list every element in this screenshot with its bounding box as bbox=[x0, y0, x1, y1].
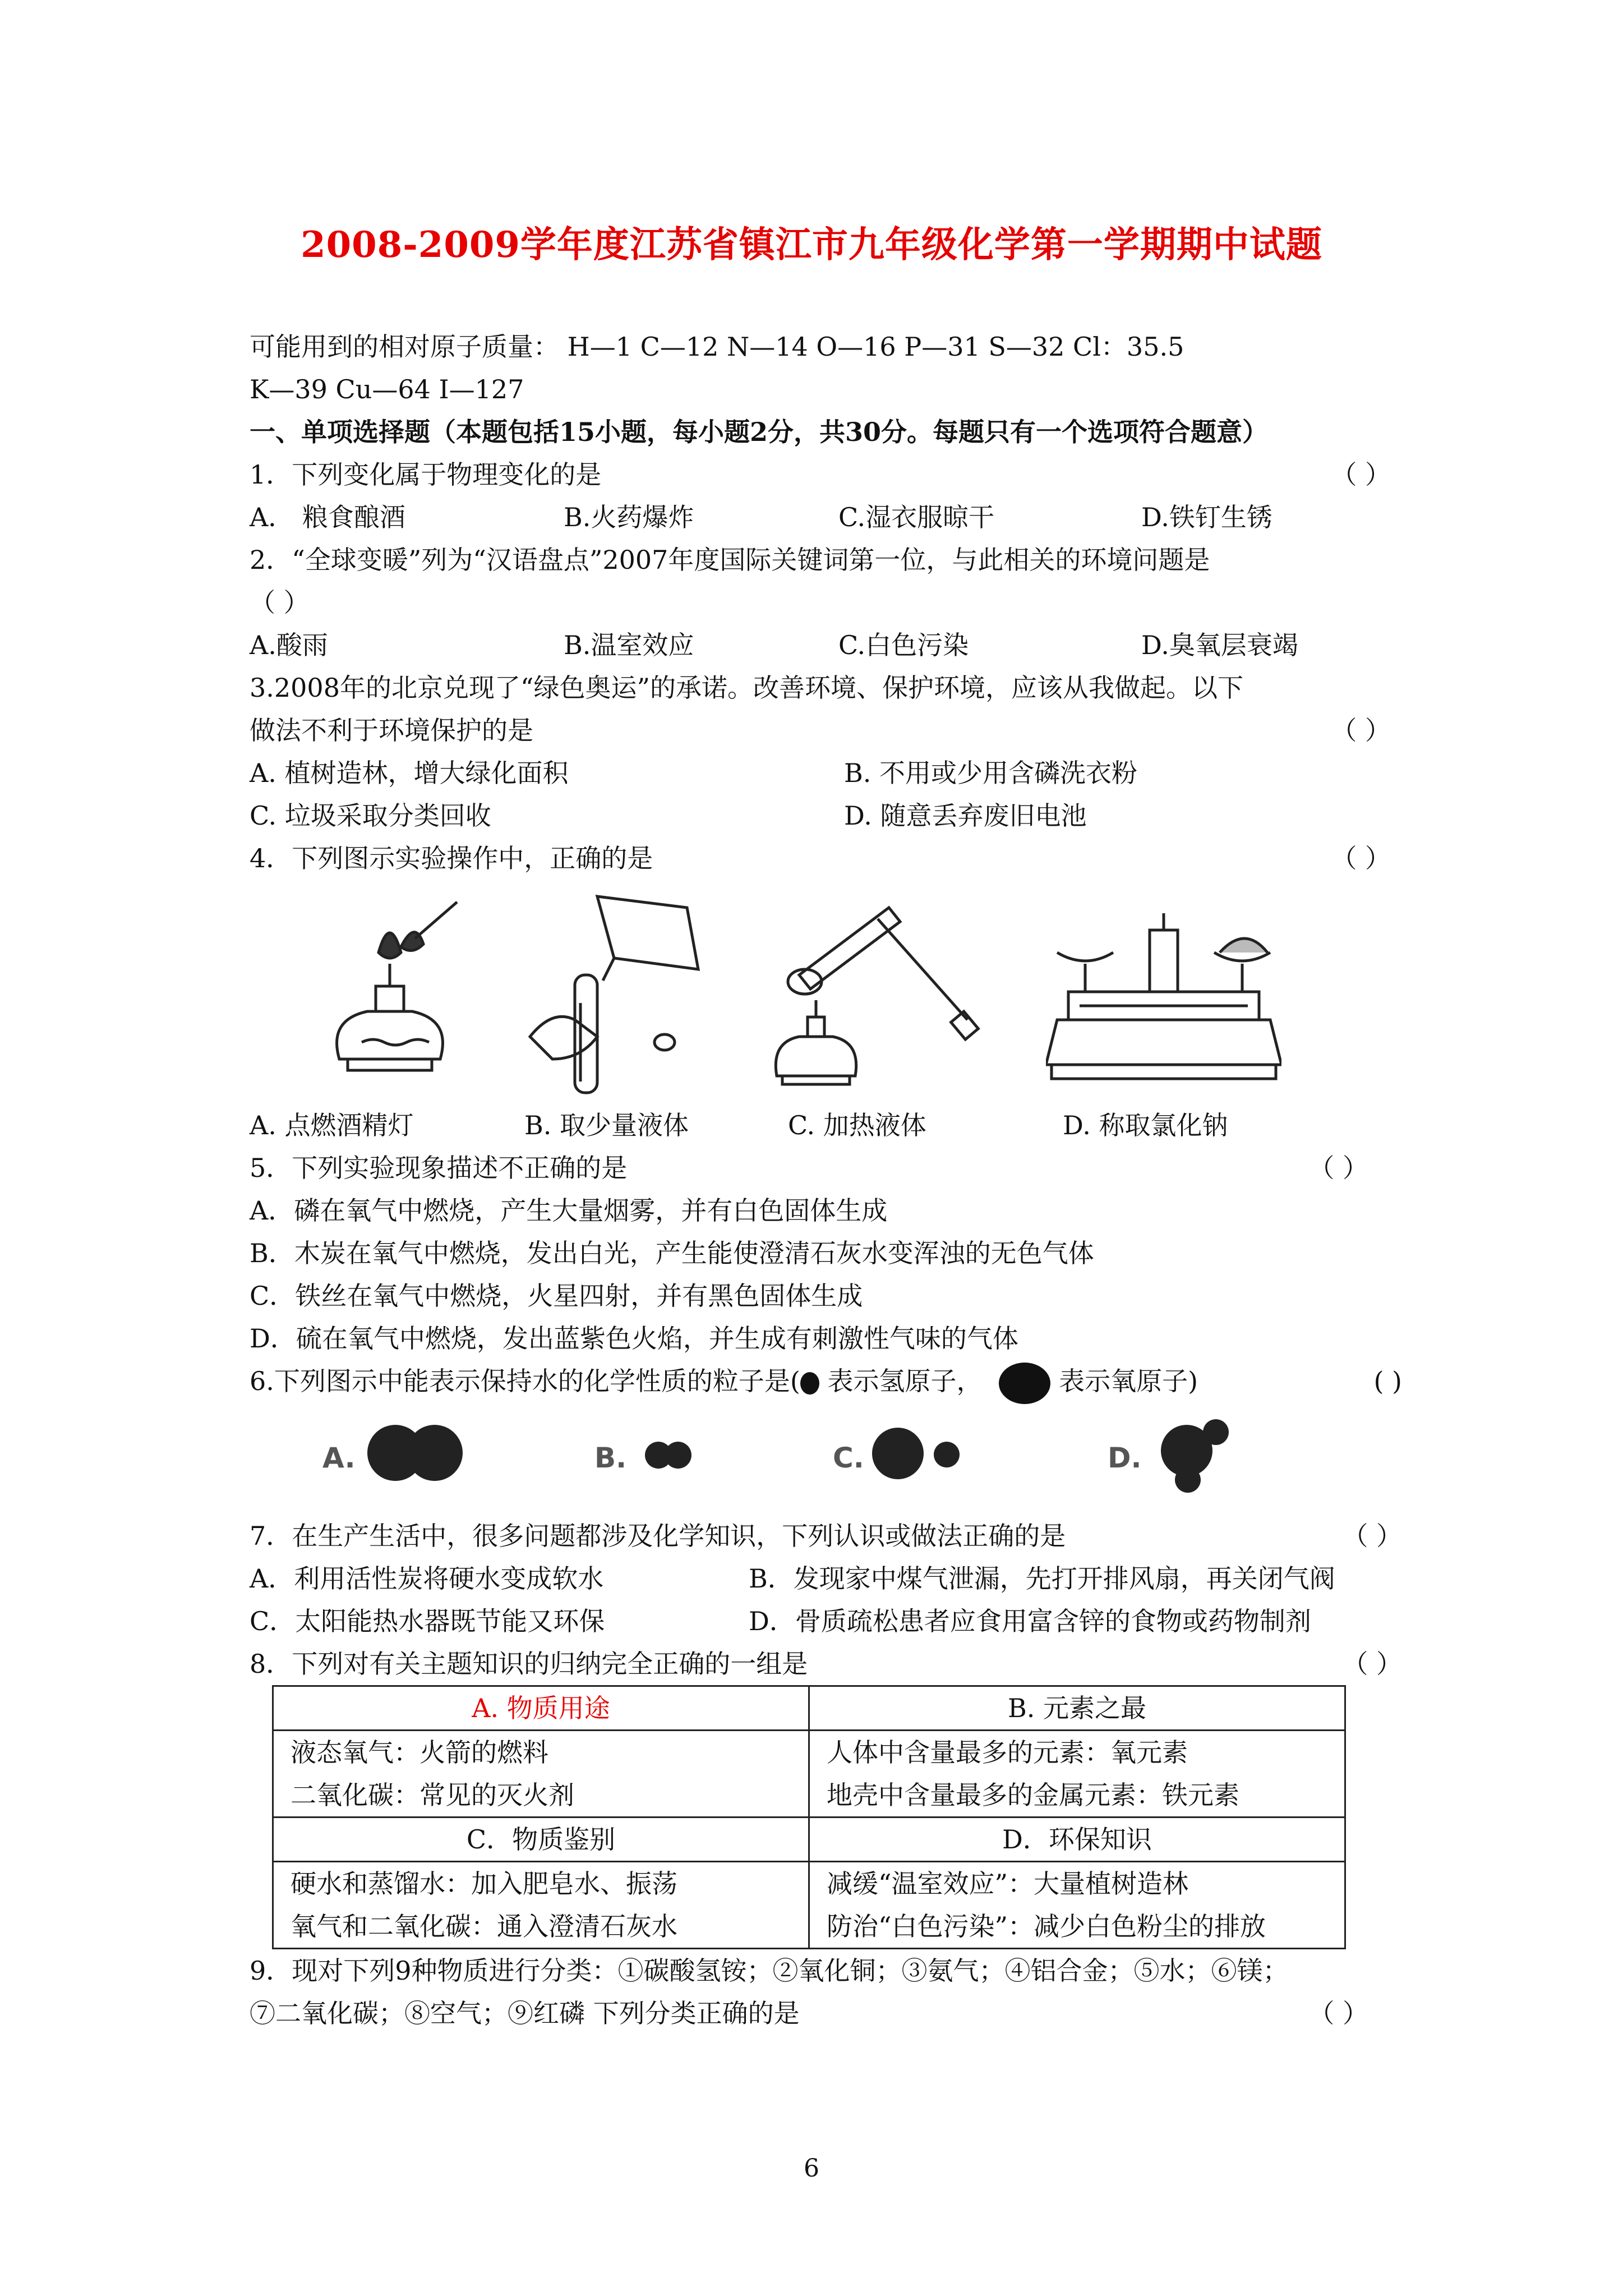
question-text: 6.下列图示中能表示保持水的化学性质的粒子是( bbox=[250, 1366, 800, 1396]
option-d: D．骨质疏松患者应食用富含锌的食物或药物制剂 bbox=[749, 1606, 1311, 1636]
option-a: A. 点燃酒精灯 bbox=[250, 1110, 414, 1140]
option-c: C．铁丝在氧气中燃烧，火星四射，并有黑色固体生成 bbox=[250, 1281, 863, 1311]
oxygen-atom-icon bbox=[999, 1363, 1050, 1404]
answer-paren: （ ） bbox=[1331, 459, 1391, 490]
question-text: 7．在生产生活中，很多问题都涉及化学知识，下列认识或做法正确的是 bbox=[250, 1521, 1066, 1551]
question-8-table bbox=[272, 1685, 1346, 1949]
molecule-label: D. bbox=[1108, 1442, 1142, 1474]
table-header-b: B. 元素之最 bbox=[809, 1686, 1345, 1731]
molecule-option-b bbox=[594, 1419, 735, 1498]
question-6-stem bbox=[250, 1360, 1402, 1402]
question-text: 4．下列图示实验操作中，正确的是 bbox=[250, 843, 653, 873]
option-a: A.酸雨 bbox=[250, 630, 328, 660]
hydrogen-atom-icon bbox=[1175, 1467, 1201, 1493]
heating-liquid-figure bbox=[766, 891, 990, 1104]
question-text: 1．下列变化属于物理变化的是 bbox=[250, 459, 602, 490]
question-9-line-2 bbox=[250, 1992, 1391, 2035]
answer-paren: ( ) bbox=[1373, 1366, 1402, 1396]
answer-paren: （ ） bbox=[1342, 1521, 1402, 1551]
answer-paren: （ ） bbox=[1331, 715, 1391, 746]
balance-figure bbox=[1046, 891, 1281, 1098]
answer-paren: （ ） bbox=[1342, 1649, 1402, 1679]
oxygen-legend: 表示氧原子) bbox=[1050, 1366, 1198, 1396]
question-7-options-cd bbox=[250, 1600, 1391, 1642]
cell-line: 氧气和二氧化碳：通入澄清石灰水 bbox=[291, 1911, 677, 1941]
question-4-figures bbox=[250, 880, 1391, 1104]
question-6-molecule-figures bbox=[250, 1402, 1391, 1515]
option-c: C．太阳能热水器既节能又环保 bbox=[250, 1606, 605, 1636]
question-text: 做法不利于环境保护的是 bbox=[250, 715, 533, 746]
hydrogen-atom-icon bbox=[800, 1372, 819, 1395]
question-3-options-cd bbox=[250, 794, 1391, 837]
answer-paren: （ ） bbox=[1331, 843, 1391, 873]
option-c: C. 垃圾采取分类回收 bbox=[250, 800, 491, 831]
atomic-masses-line-1: 可能用到的相对原子质量： H—1 C—12 N—14 O—16 P—31 S—32 Cl：35.5 bbox=[250, 332, 1184, 362]
table-header-d: D．环保知识 bbox=[809, 1818, 1345, 1862]
cell-line: 二氧化碳：常见的灭火剂 bbox=[291, 1780, 574, 1810]
table-header-c: C．物质鉴别 bbox=[273, 1818, 809, 1862]
cell-line: 地壳中含量最多的金属元素：铁元素 bbox=[827, 1780, 1239, 1810]
answer-paren: （ ） bbox=[1308, 1998, 1368, 2028]
table-cell-b bbox=[809, 1731, 1345, 1818]
table-cell-c bbox=[273, 1862, 809, 1949]
molecule-label: C. bbox=[833, 1442, 864, 1474]
question-7-stem bbox=[250, 1515, 1402, 1557]
molecule-option-d bbox=[1108, 1419, 1276, 1498]
table-row bbox=[273, 1731, 1345, 1818]
question-1-options bbox=[250, 496, 1391, 539]
option-d: D. 称取氯化钠 bbox=[1063, 1110, 1228, 1140]
hydrogen-atom-icon bbox=[934, 1442, 960, 1467]
question-4-stem bbox=[250, 837, 1391, 880]
option-b: B．木炭在氧气中燃烧，发出白光，产生能使澄清石灰水变浑浊的无色气体 bbox=[250, 1238, 1094, 1268]
question-9-line-1: 9．现对下列9种物质进行分类：①碳酸氢铵；②氧化铜；③氨气；④铝合金；⑤水；⑥镁； bbox=[250, 1955, 1289, 1986]
exam-content bbox=[250, 325, 1402, 2035]
question-2-paren: （ ） bbox=[250, 587, 310, 618]
option-d: D.铁钉生锈 bbox=[1141, 502, 1272, 532]
option-a: A． 粮食酿酒 bbox=[250, 502, 405, 532]
cell-line: 减缓“温室效应”：大量植树造林 bbox=[827, 1869, 1189, 1899]
option-c: C.湿衣服晾干 bbox=[838, 502, 995, 532]
molecule-option-a bbox=[322, 1419, 491, 1498]
pour-liquid-figure bbox=[519, 891, 721, 1104]
molecule-label: B. bbox=[594, 1442, 627, 1474]
exam-title: 2008-2009学年度江苏省镇江市九年级化学第一学期期中试题 bbox=[301, 224, 1322, 266]
option-b: B. 取少量液体 bbox=[524, 1110, 689, 1140]
question-3-options-ab bbox=[250, 752, 1391, 794]
oxygen-atom-icon bbox=[407, 1425, 463, 1481]
question-text: 8．下列对有关主题知识的归纳完全正确的一组是 bbox=[250, 1649, 808, 1679]
option-a: A．磷在氧气中燃烧，产生大量烟雾，并有白色固体生成 bbox=[250, 1195, 888, 1226]
question-text: 5．下列实验现象描述不正确的是 bbox=[250, 1153, 628, 1183]
oxygen-atom-icon bbox=[872, 1428, 924, 1479]
hydrogen-atom-icon bbox=[1203, 1419, 1229, 1445]
option-d: D. 随意丢弃废旧电池 bbox=[844, 800, 1087, 831]
hydrogen-atom-icon bbox=[665, 1442, 691, 1469]
option-b: B.温室效应 bbox=[564, 630, 694, 660]
option-d: D．硫在氧气中燃烧，发出蓝紫色火焰，并生成有刺激性气味的气体 bbox=[250, 1323, 1018, 1354]
question-3-stem-1: 3.2008年的北京兑现了“绿色奥运”的承诺。改善环境、保护环境，应该从我做起。以下 bbox=[250, 673, 1243, 703]
option-b: B. 不用或少用含磷洗衣粉 bbox=[844, 758, 1138, 788]
table-cell-d bbox=[809, 1862, 1345, 1949]
table-row bbox=[273, 1862, 1345, 1949]
cell-line: 防治“白色污染”：减少白色粉尘的排放 bbox=[827, 1911, 1266, 1941]
cell-line: 人体中含量最多的元素：氧元素 bbox=[827, 1737, 1188, 1768]
option-d: D.臭氧层衰竭 bbox=[1141, 630, 1298, 660]
question-3-stem-2 bbox=[250, 709, 1391, 752]
table-row bbox=[273, 1686, 1345, 1731]
alcohol-lamp-lighting-figure bbox=[317, 891, 463, 1093]
table-cell-a bbox=[273, 1731, 809, 1818]
option-c: C.白色污染 bbox=[838, 630, 969, 660]
option-a: A．利用活性炭将硬水变成软水 bbox=[250, 1563, 604, 1594]
question-5-stem bbox=[250, 1147, 1391, 1189]
option-a: A. 植树造林，增大绿化面积 bbox=[250, 758, 569, 788]
question-4-options bbox=[250, 1104, 1391, 1147]
question-1-stem bbox=[250, 453, 1391, 496]
table-row bbox=[273, 1818, 1345, 1862]
hydrogen-legend: 表示氢原子， bbox=[819, 1366, 983, 1396]
molecule-option-c bbox=[833, 1419, 1001, 1498]
option-b: B．发现家中煤气泄漏，先打开排风扇，再关闭气阀 bbox=[749, 1563, 1335, 1594]
question-8-stem bbox=[250, 1642, 1402, 1685]
section-heading: 一、单项选择题（本题包括15小题，每小题2分，共30分。每题只有一个选项符合题意） bbox=[250, 417, 1269, 447]
cell-line: 硬水和蒸馏水：加入肥皂水、振荡 bbox=[291, 1869, 677, 1899]
page-number: 6 bbox=[804, 2154, 819, 2183]
question-2-options bbox=[250, 624, 1391, 666]
cell-line: 液态氧气：火箭的燃料 bbox=[291, 1737, 548, 1768]
option-b: B.火药爆炸 bbox=[564, 502, 694, 532]
option-c: C. 加热液体 bbox=[788, 1110, 926, 1140]
answer-paren: （ ） bbox=[1308, 1153, 1368, 1183]
question-7-options-ab bbox=[250, 1557, 1391, 1600]
table-header-a: A. 物质用途 bbox=[273, 1686, 809, 1731]
question-2-stem: 2．“全球变暖”列为“汉语盘点”2007年度国际关键词第一位，与此相关的环境问题是 bbox=[250, 545, 1210, 575]
atomic-masses-line-2: K—39 Cu—64 I—127 bbox=[250, 374, 524, 404]
molecule-label: A. bbox=[322, 1442, 356, 1474]
question-text: ⑦二氧化碳；⑧空气；⑨红磷 下列分类正确的是 bbox=[250, 1998, 800, 2028]
